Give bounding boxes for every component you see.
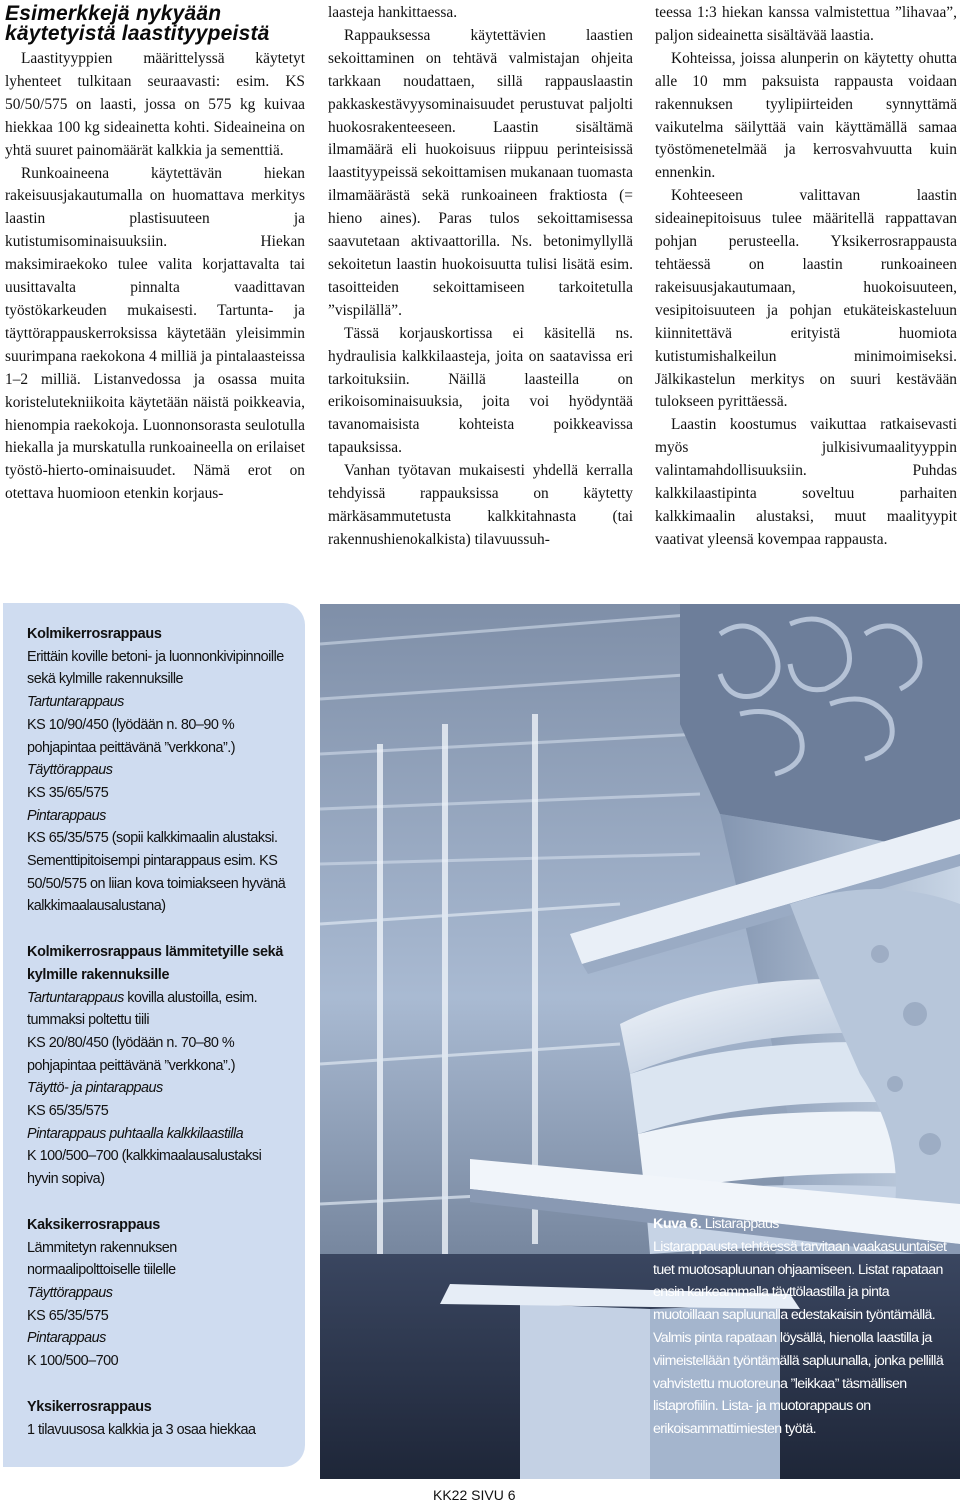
paragraph: Runkoaineena käytettävän hiekan rakeisuusjakautumalla on huomattava merkitys laastin plastisuuteen ja kutistumisominaisuuksiin. Hiekan maksimiraekoko tulee valita korjattavalta tai uusittavalta pinnalta vaadittavan työstökarkeuden mukaisesti. Tartunta- ja täyttörappauskerroksissa käytetään yleisimmin suurimpana raekokona 4 milliä ja pintalaasteissa 1–2 milliä. Listanvedossa ja osassa muita koristelutekniikoita käytetään näistä poikkeavia, hienompia raekokoja. Luonnonsorasta seulotulla hiekalla ja murskatulla runkoaineella on erilaiset työstö-hierto-ominaisuudet. Nämä erot on otettava huomioon etenkin korjaus-	[5, 164, 305, 503]
sidebar-line: Pintarappaus	[27, 807, 106, 824]
paragraph: Kohteissa, joissa alunperin on käytetty ohutta alle 10 mm paksuista rappausta voidaan rakennuksen tyylipiirteiden synnyttämä vaikutelma säilyttää vain käyttämällä samaa työstömenetelmää ja kerrosvahvuutta kuin ennenkin.	[655, 49, 957, 182]
sidebar-block-title: Kolmikerrosrappaus	[27, 626, 162, 642]
sidebar-line: KS 65/35/575	[27, 1103, 109, 1120]
sidebar-block	[27, 1214, 293, 1373]
paragraph: Kohteeseen valittavan laastin sideainepitoisuus tulee määritellä rappattavan pohjan perusteella. Yksikerrosrappausta tehtäessä on laastin runkoaineen rakeisuusjakautumaan, huokoisuuteen, vesipitoisuuteen ja pohjan etukäteiskasteluun kiinnitettävä erityistä huomiota kutistumishalkeilun minimoimiseksi. Jälkikastelun merkitys on suuri kestävään tulokseen pyrittäessä.	[655, 187, 957, 411]
paragraph: Laastin koostumus vaikuttaa ratkaisevasti myös julkisivumaalityyppin valintamahdollisuuksiin. Puhdas kalkkilaastipinta soveltuu parhaiten kalkkimaalin alustaksi, muut maalityypit vaativat yleensä kovempaa rappausta.	[655, 416, 957, 548]
paragraph: Laastityyppien määrittelyssä käytetyt lyhenteet tulkitaan seuraavasti: esim. KS 50/50/575 on laasti, jossa on 575 kg kuivaa hiekkaa 100 kg sideainetta kohti. Sideaineina on yhtä suuret painomäärät kalkkia ja sementtiä.	[5, 50, 305, 159]
sidebar-line: KS 10/90/450 (lyödään n. 80–90 % pohjapintaa peittävänä ”verkkona”.)	[27, 716, 236, 756]
sidebar-line: K 100/500–700	[27, 1353, 119, 1370]
sidebar-line-suffix: kovilla alustoilla, esim. tummaksi poltettu tiili	[27, 989, 258, 1029]
plaster-types-sidebar	[3, 603, 305, 1467]
sidebar-block-title: Kaksikerrosrappaus	[27, 1216, 160, 1233]
paragraph: teessa 1:3 hiekan kanssa valmistettua ”lihavaa”, paljon sideainetta sisältävää laastia.	[655, 4, 957, 44]
paragraph: Vanhan työtavan mukaisesti yhdellä kerralla tehdyissä rappauksissa on käytetty märkäsammutetusta kalkkitahnasta (tai rakennushienokalkista) tilavuussuh-	[328, 462, 633, 548]
article-column-3	[655, 2, 957, 552]
caption-text: Listarappausta tehtäessä tarvitaan vaakasuuntaiset tuet muotosapluunan ohjaamiseen. Listat rapataan ensin karkeammalla täyttölaastilla ja pinta muotoillaan sapluunalla edestakaisin työntämällä. Valmis pinta rapataan löysällä, hienolla laastilla ja viimeistellään työntämällä sapluunalla, jonka pellillä vahvistettu muotoreuna ”leikkaa” täsmällisen listaprofiilin. Lista- ja muotorappaus on erikoisammattimiesten työtä.	[653, 1238, 947, 1438]
sidebar-line: Pintarappaus	[27, 1330, 106, 1347]
sidebar-block-title: Kolmikerrosrappaus lämmitetyille sekä kylmille rakennuksille	[27, 944, 284, 983]
sidebar-line: K 100/500–700 (kalkkimaalausalustaksi hyvin sopiva)	[27, 1148, 262, 1188]
sidebar-line	[27, 987, 293, 1032]
sidebar-block	[27, 623, 293, 918]
paragraph: Rappauksessa käytettävien laastien sekoittaminen on tehtävä valmistajan ohjeita tarkkaan noudattaen, sillä rappauslaastin pakkaskestävyysominaisuudet perustuvat paljolti huokosrakenteeseen. Laastin sisältämä ilmamäärä eli huokoisuus riippuu perinteisissä laastityypeissä sekoittamisen mukanaan tuomasta ilmamäärästä sekä runkoaineen fraktiosta (= hieno aines). Paras tulos sekoittamisessa saavutetaan aktivaattorilla. Ns. betonimyllyllä sekoitetun laastin huokoisuutta tulisi lisätä esim. tasoitteiden sekoittamiseen tarkoitetulla ”vispilällä”.	[328, 26, 633, 319]
sidebar-block	[27, 941, 293, 1191]
article-heading: Esimerkkejä nykyään käytetyistä laastityypeistä	[5, 2, 270, 45]
sidebar-block	[27, 1396, 293, 1441]
article-column-1	[5, 2, 305, 506]
sidebar-content	[27, 623, 293, 1441]
sidebar-line: KS 65/35/575	[27, 1307, 109, 1324]
caption-subtitle: Listarappaus	[701, 1216, 779, 1232]
sidebar-line: Täyttörappaus	[27, 1284, 113, 1301]
paragraph: laasteja hankittaessa.	[328, 4, 458, 21]
sidebar-line: KS 20/80/450 (lyödään n. 70–80 % pohjapintaa peittävänä ”verkkona”.)	[27, 1034, 236, 1074]
paragraph: Tässä korjauskortissa ei käsitellä ns. hydraulisia kalkkilaasteja, joita on saatavissa eri tarkoituksiin. Näillä laasteilla on erikoisominaisuuksia, joita voi hyödyntää tavanomaisista kohteista poikkeavissa tapauksissa.	[328, 324, 633, 457]
sidebar-line: Erittäin koville betoni- ja luonnonkivipinnoille sekä kylmille rakennuksille	[27, 648, 284, 688]
caption-title: Kuva 6.	[653, 1216, 702, 1232]
sidebar-line: 1 tilavuusosa kalkkia ja 3 osaa hiekkaa	[27, 1421, 256, 1438]
sidebar-line: Lämmitetyn rakennuksen normaalipolttoiselle tiilelle	[27, 1239, 177, 1279]
photo-caption	[653, 1213, 949, 1441]
sidebar-line: Tartuntarappaus	[27, 694, 124, 711]
sidebar-line: KS 65/35/575 (sopii kalkkimaalin alustaksi. Sementtipitoisempi pintarappaus esim. KS 50/50/575 on liian kova toimiakseen hyvänä kalkkimaalausalustana)	[27, 830, 286, 915]
page-number: KK22 SIVU 6	[433, 1487, 516, 1503]
sidebar-line: Täyttö- ja pintarappaus	[27, 1080, 163, 1097]
sidebar-line-italic: Tartuntarappaus	[27, 989, 124, 1006]
article-column-2	[328, 2, 633, 552]
sidebar-line: KS 35/65/575	[27, 784, 109, 801]
sidebar-line: Pintarappaus puhtaalla kalkkilaastilla	[27, 1125, 244, 1142]
sidebar-block-title: Yksikerrosrappaus	[27, 1398, 152, 1415]
sidebar-line: Täyttörappaus	[27, 762, 113, 779]
